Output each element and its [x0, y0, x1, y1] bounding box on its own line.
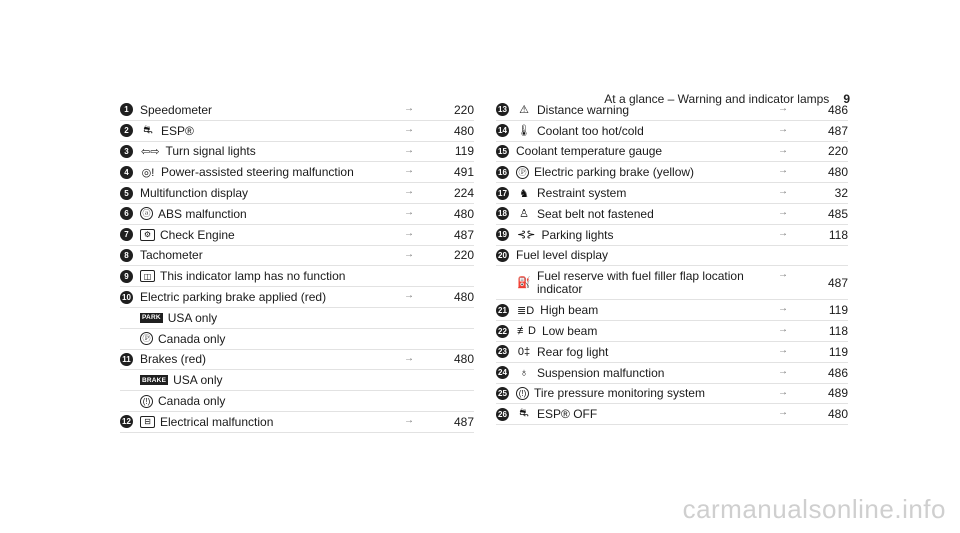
page-ref-arrow-icon: →: [778, 344, 788, 356]
item-number-badge: 13: [496, 103, 509, 116]
item-number-badge: 22: [496, 325, 509, 338]
page-ref-arrow-icon: →: [778, 386, 788, 398]
item-number-badge: 14: [496, 124, 509, 137]
indicator-lamp-icon: BRAKE: [142, 376, 167, 384]
list-item: [496, 404, 848, 425]
item-number-badge: 7: [120, 228, 133, 241]
page-ref-arrow-icon: →: [404, 165, 414, 177]
page-ref-arrow-icon: →: [778, 303, 788, 315]
item-label: Distance warning: [537, 102, 630, 117]
list-item: [496, 225, 848, 246]
item-label: Tire pressure monitoring system: [534, 386, 705, 401]
list-item: [120, 412, 474, 433]
page-reference[interactable]: 220: [827, 144, 848, 159]
item-label: Fuel level display: [516, 248, 609, 263]
item-number-badge: 11: [120, 353, 133, 366]
item-label: Low beam: [541, 324, 598, 339]
item-number-badge: 4: [120, 166, 133, 179]
page-reference[interactable]: 220: [453, 248, 474, 263]
page-reference[interactable]: 220: [453, 102, 474, 117]
item-number-badge: [120, 311, 133, 324]
indicator-lamp-icon: (!): [140, 395, 153, 408]
item-label: This indicator lamp has no function: [160, 269, 346, 284]
page-reference[interactable]: 487: [827, 276, 848, 291]
indicator-lamp-icon: PARK: [142, 314, 161, 322]
item-number-badge: 25: [496, 387, 509, 400]
indicator-lamp-icon: ≣D: [517, 304, 535, 317]
list-item: [120, 204, 474, 225]
list-item: [120, 370, 474, 391]
page-ref-arrow-icon: →: [778, 144, 788, 156]
item-number-badge: 17: [496, 187, 509, 200]
page-ref-arrow-icon: →: [404, 206, 414, 218]
item-number-badge: 8: [120, 249, 133, 262]
page-ref-arrow-icon: →: [404, 186, 414, 198]
indicator-lamp-icon: ⛐: [143, 123, 153, 136]
item-label: USA only: [167, 310, 218, 325]
page-reference[interactable]: 119: [454, 144, 474, 159]
list-item: [496, 321, 848, 342]
item-label: ESP® OFF: [537, 407, 598, 422]
page-reference[interactable]: 487: [453, 414, 474, 429]
item-number-badge: 9: [120, 270, 133, 283]
list-item: [120, 121, 474, 142]
left-column: [120, 100, 474, 433]
item-label: USA only: [173, 373, 223, 388]
indicator-lamp-icon: ⓐ: [140, 207, 153, 220]
list-item: [120, 246, 474, 267]
page-reference[interactable]: 487: [827, 123, 848, 138]
list-item: [496, 384, 848, 405]
page-reference[interactable]: 486: [827, 102, 848, 117]
page-ref-arrow-icon: →: [404, 144, 414, 156]
page-ref-arrow-icon: →: [404, 227, 414, 239]
item-number-badge: 6: [120, 207, 133, 220]
page-ref-arrow-icon: →: [404, 352, 414, 364]
indicator-lamp-icon: 🌡: [517, 125, 531, 138]
page-reference[interactable]: 491: [453, 165, 474, 180]
page-ref-arrow-icon: →: [778, 186, 788, 198]
indicator-lamp-icon: ⊟: [140, 416, 155, 428]
list-item: [120, 391, 474, 412]
indicator-lamp-icon: ◎!: [141, 166, 155, 179]
page-reference[interactable]: 486: [827, 365, 848, 380]
item-label: Electric parking brake (yellow): [534, 165, 695, 180]
item-number-badge: 24: [496, 366, 509, 379]
page-ref-arrow-icon: →: [778, 206, 788, 218]
item-number-badge: [120, 332, 133, 345]
item-label: Coolant temperature gauge: [516, 144, 663, 159]
watermark: carmanualsonline.info: [682, 494, 946, 524]
item-number-badge: 16: [496, 166, 509, 179]
item-label: Coolant too hot/cold: [537, 123, 644, 138]
page-ref-arrow-icon: →: [404, 123, 414, 135]
page-reference[interactable]: 480: [453, 290, 474, 305]
list-item: [496, 246, 848, 267]
list-item: [120, 287, 474, 308]
indicator-lamp-icon: 0‡: [517, 345, 531, 358]
list-item: [496, 363, 848, 384]
list-item: [120, 350, 474, 371]
page-reference[interactable]: 480: [827, 407, 848, 422]
item-label: Seat belt not fastened: [537, 206, 654, 221]
list-item: [496, 121, 848, 142]
list-item: [496, 183, 848, 204]
list-item: [120, 225, 474, 246]
list-item: [120, 100, 474, 121]
page-reference[interactable]: 119: [828, 303, 848, 318]
page-reference[interactable]: 489: [827, 386, 848, 401]
item-label: Canada only: [158, 331, 226, 346]
page-reference[interactable]: 224: [453, 186, 474, 201]
item-number-badge: 21: [496, 304, 509, 317]
page-reference[interactable]: 487: [453, 227, 474, 242]
item-number-badge: [496, 276, 509, 289]
item-label: Electrical malfunction: [160, 414, 274, 429]
item-number-badge: 19: [496, 228, 509, 241]
item-number-badge: 3: [120, 145, 133, 158]
list-item: [496, 204, 848, 225]
indicator-lamp-icon: ⊰⊱: [517, 229, 536, 242]
item-label: Parking lights: [541, 227, 614, 242]
item-label: Tachometer: [140, 248, 203, 263]
page-reference[interactable]: 480: [453, 206, 474, 221]
item-label: Electric parking brake applied (red): [140, 290, 327, 305]
item-number-badge: 15: [496, 145, 509, 158]
item-label: Restraint system: [537, 186, 627, 201]
item-label: Multifunction display: [140, 186, 249, 201]
page-reference[interactable]: 480: [453, 352, 474, 367]
item-label: Speedometer: [140, 102, 213, 117]
page-reference[interactable]: 118: [828, 227, 848, 242]
page-number: 9: [843, 92, 850, 106]
list-item: [120, 308, 474, 329]
right-column: [496, 100, 848, 425]
item-number-badge: 20: [496, 249, 509, 262]
page-ref-arrow-icon: →: [404, 248, 414, 260]
item-label: Fuel reserve with fuel filler flap location indicator: [537, 268, 744, 296]
indicator-lamp-icon: ≢D: [517, 325, 536, 338]
item-label: Power-assisted steering malfunction: [161, 165, 354, 180]
page-reference[interactable]: 32: [834, 186, 848, 201]
page-ref-arrow-icon: →: [778, 407, 788, 419]
indicator-lamp-icon: ◫: [140, 270, 155, 282]
item-label: ESP®: [161, 123, 194, 138]
item-number-badge: 12: [120, 415, 133, 428]
indicator-lamp-icon: (!): [516, 387, 529, 400]
page-reference[interactable]: 118: [828, 324, 848, 339]
page-reference[interactable]: 485: [827, 206, 848, 221]
item-number-badge: 5: [120, 187, 133, 200]
item-number-badge: 18: [496, 207, 509, 220]
indicator-lamp-icon: ♁: [519, 366, 529, 379]
list-item: [496, 266, 848, 300]
list-item: [496, 162, 848, 183]
indicator-lamp-icon: ♞: [519, 187, 529, 200]
page-ref-arrow-icon: →: [778, 269, 788, 281]
indicator-lamp-icon: ⚙: [140, 229, 155, 241]
item-label: Rear fog light: [537, 344, 609, 359]
page-reference[interactable]: 480: [453, 123, 474, 138]
item-label: ABS malfunction: [158, 206, 247, 221]
item-number-badge: 10: [120, 291, 133, 304]
page-ref-arrow-icon: →: [404, 414, 414, 426]
item-label: Canada only: [158, 394, 226, 409]
indicator-lamp-icon: ♙: [519, 208, 529, 221]
item-label: Suspension malfunction: [537, 365, 665, 380]
page-ref-arrow-icon: →: [778, 123, 788, 135]
list-item: [120, 183, 474, 204]
list-item: [120, 266, 474, 287]
item-number-badge: 26: [496, 408, 509, 421]
indicator-lamp-icon: ⚠: [519, 104, 529, 117]
item-number-badge: [120, 395, 133, 408]
page-ref-arrow-icon: →: [778, 324, 788, 336]
indicator-lamp-icon: ⛽: [517, 277, 531, 290]
indicator-lamp-icon: ⛐: [519, 407, 529, 420]
item-label: Check Engine: [160, 227, 235, 242]
page-reference[interactable]: 480: [827, 165, 848, 180]
list-item: [496, 342, 848, 363]
indicator-lamp-icon: Ⓟ: [140, 332, 153, 345]
section-title: At a glance – Warning and indicator lamps: [604, 92, 830, 106]
list-item: [496, 300, 848, 321]
item-number-badge: 2: [120, 124, 133, 137]
list-item: [120, 329, 474, 350]
page-reference[interactable]: 119: [828, 344, 848, 359]
item-number-badge: [120, 374, 133, 387]
indicator-lamp-icon: Ⓟ: [516, 166, 529, 179]
page-ref-arrow-icon: →: [778, 165, 788, 177]
page-ref-arrow-icon: →: [404, 103, 414, 114]
page-ref-arrow-icon: →: [404, 290, 414, 302]
item-number-badge: 23: [496, 345, 509, 358]
page-ref-arrow-icon: →: [778, 365, 788, 377]
item-number-badge: 1: [120, 103, 133, 116]
indicator-lamp-icon: ⇦⇨: [141, 145, 160, 158]
item-label: Brakes (red): [140, 352, 207, 367]
page-ref-arrow-icon: →: [778, 103, 788, 114]
item-label: High beam: [540, 303, 599, 318]
list-item: [120, 142, 474, 163]
list-item: [496, 100, 848, 121]
item-label: Turn signal lights: [165, 144, 256, 159]
list-item: [120, 162, 474, 183]
page-ref-arrow-icon: →: [778, 227, 788, 239]
list-item: [496, 142, 848, 163]
